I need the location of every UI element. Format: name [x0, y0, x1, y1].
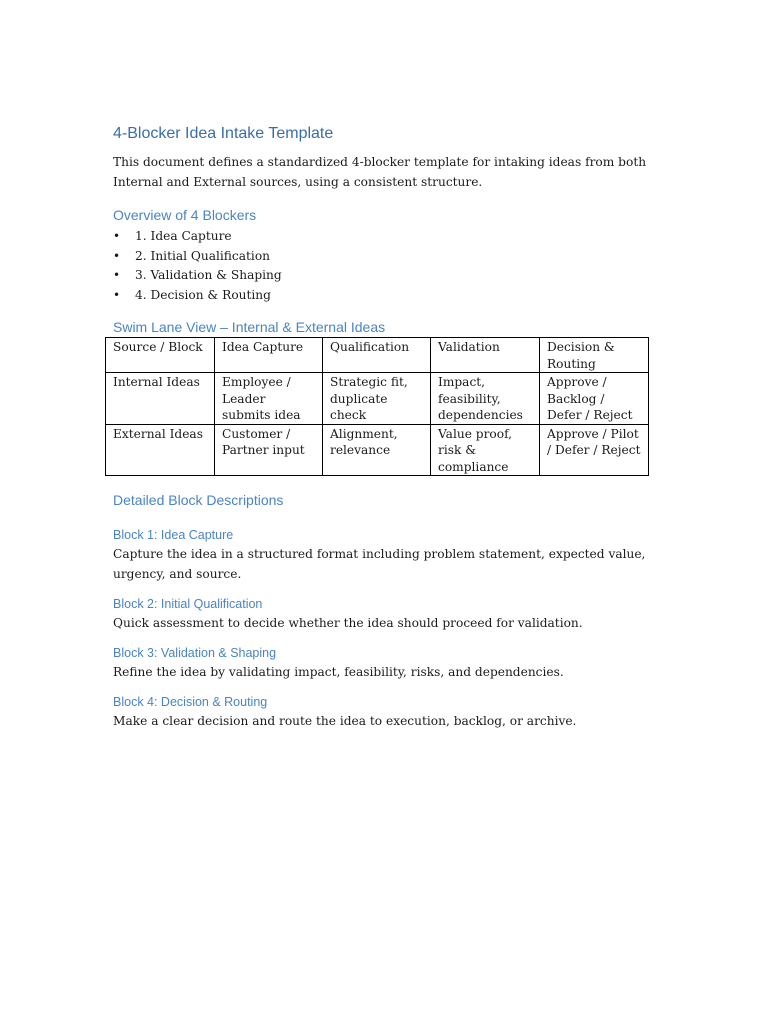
table-header-cell: Validation — [431, 338, 540, 373]
table-cell: Internal Ideas — [106, 373, 215, 425]
block-4-title: Block 4: Decision & Routing — [113, 695, 268, 709]
block-1-title: Block 1: Idea Capture — [113, 528, 234, 542]
block-3-text: Refine the idea by validating impact, feasibility, risks, and dependencies. — [113, 665, 564, 679]
bullet-icon: • — [113, 268, 121, 282]
overview-list — [113, 227, 653, 305]
table-cell: Customer / Partner input — [215, 424, 323, 476]
block-1-text: Capture the idea in a structured format including problem statement, expected value, urgency, and source. — [113, 547, 646, 581]
overview-heading: Overview of 4 Blockers — [113, 207, 257, 223]
details-heading: Detailed Block Descriptions — [113, 492, 284, 508]
table-row — [106, 424, 649, 476]
list-item — [113, 227, 653, 247]
list-item — [113, 247, 653, 267]
document-page — [113, 122, 653, 731]
swimlane-table — [105, 337, 649, 476]
table-cell: Approve / Backlog / Defer / Reject — [540, 373, 649, 425]
table-cell: External Ideas — [106, 424, 215, 476]
table-cell: Value proof, risk & compliance — [431, 424, 540, 476]
table-cell: Employee / Leader submits idea — [215, 373, 323, 425]
intro-paragraph: This document defines a standardized 4-blocker template for intaking ideas from both Internal and External sources, using a consistent structure. — [113, 155, 647, 189]
table-header-cell: Decision & Routing — [540, 338, 649, 373]
table-header-cell: Idea Capture — [215, 338, 323, 373]
block-2-text: Quick assessment to decide whether the idea should proceed for validation. — [113, 616, 583, 630]
table-cell: Approve / Pilot / Defer / Reject — [540, 424, 649, 476]
table-cell: Strategic fit, duplicate check — [323, 373, 431, 425]
table-cell: Alignment, relevance — [323, 424, 431, 476]
list-item-text: 1. Idea Capture — [135, 229, 232, 243]
block-4-text: Make a clear decision and route the idea to execution, backlog, or archive. — [113, 714, 577, 728]
block-2-title: Block 2: Initial Qualification — [113, 597, 263, 611]
list-item-text: 3. Validation & Shaping — [135, 268, 282, 282]
list-item — [113, 266, 653, 286]
bullet-icon: • — [113, 229, 121, 243]
table-header-cell: Source / Block — [106, 338, 215, 373]
swimlane-heading: Swim Lane View – Internal & External Ideas — [113, 319, 386, 335]
table-header-row — [106, 338, 649, 373]
list-item — [113, 286, 653, 306]
bullet-icon: • — [113, 287, 121, 302]
block-3-title: Block 3: Validation & Shaping — [113, 646, 277, 660]
list-item-text: 4. Decision & Routing — [135, 287, 271, 302]
table-header-cell: Qualification — [323, 338, 431, 373]
list-item-text: 2. Initial Qualification — [135, 248, 271, 263]
table-cell: Impact, feasibility, dependencies — [431, 373, 540, 425]
bullet-icon: • — [113, 248, 121, 263]
document-title: 4-Blocker Idea Intake Template — [113, 125, 334, 142]
table-row — [106, 373, 649, 425]
